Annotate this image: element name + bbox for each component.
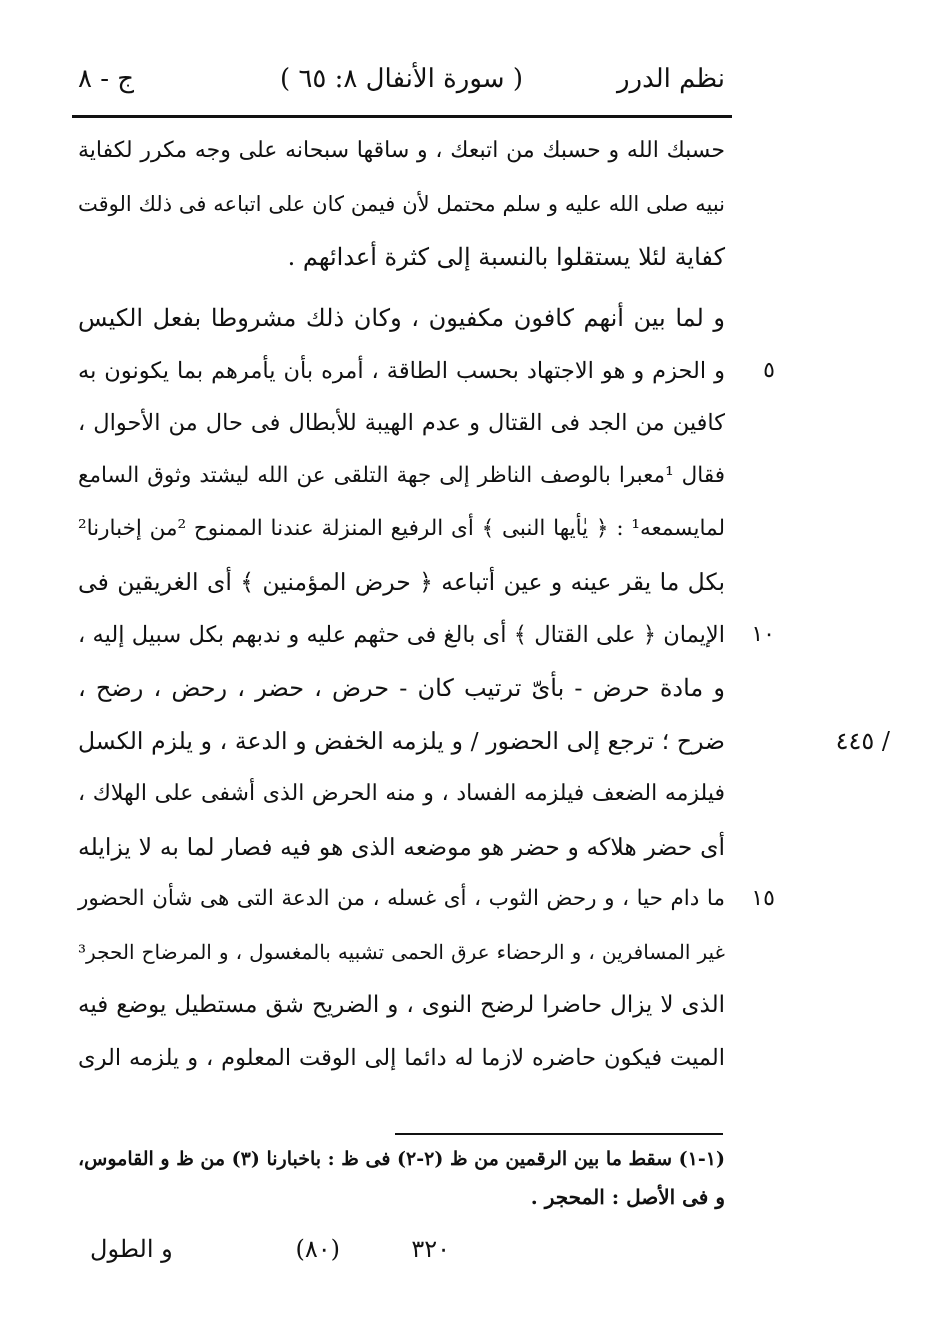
text-line: بكل ما يقر عينه و عين أتباعه ﴿ حرض المؤمنين ﴾ أى الغريقين فى — [78, 568, 725, 597]
line-number: ١٥ — [751, 886, 775, 912]
text-line: الميت فيكون حاضره لازما له دائما إلى الوقت المعلوم ، و يلزمه الرى — [78, 1045, 725, 1072]
text-line: نبيه صلى الله عليه و سلم محتمل لأن فيمن كان على اتباعه فى ذلك الوقت — [78, 191, 725, 216]
text-line: الذى لا يزال حاضرا لرضح النوى ، و الضريح شق مستطيل يوضع فيه — [78, 992, 725, 1019]
text-line: كفاية لئلا يستقلوا بالنسبة إلى كثرة أعدائهم . — [287, 242, 725, 271]
volume-number: ج - ٨ — [78, 64, 135, 94]
text-line: حسبك الله و حسبك من اتبعك ، و ساقها سبحانه على وجه مكرر لكفاية — [78, 138, 725, 163]
text-line: ١٥ ما دام حيا ، و رحض الثوب ، أى غسله ، من الدعة التى هى شأن الحضور — [78, 873, 725, 926]
signature-mark: (٨٠) — [295, 1235, 340, 1263]
text-line: و مادة حرض - بأىّ ترتيب كان - حرض ، حضر ، رحض ، رضح ، — [78, 673, 725, 702]
text-line: لمايسمعه¹ : ﴿ يٰأيها النبى ﴾ أى الرفيع المنزلة عندنا الممنوح ²من إخبارنا² — [78, 516, 725, 542]
text-line: ٥ و الحزم و هو الاجتهاد بحسب الطاقة ، أمره بأن يأمرهم بما يكونون به — [78, 345, 725, 398]
text-line: ١٠ الإيمان ﴿ على القتال ﴾ أى بالغ فى حثهم عليه و ندبهم بكل سبيل إليه ، — [78, 609, 725, 662]
book-title: نظم الدرر — [616, 64, 725, 94]
surah-reference: ( سورة الأنفال ٨: ٦٥ ) — [280, 64, 523, 94]
text-line: فقال ¹معبرا بالوصف الناظر إلى جهة التلقى عن الله ليشتد وثوق السامع — [78, 463, 725, 489]
footnote-rule — [395, 1133, 723, 1135]
footnotes — [78, 1140, 725, 1216]
page-footer — [90, 1232, 450, 1272]
manuscript-folio-marker: ٤٤٥ / — [835, 726, 890, 755]
text-line: أى حضر هلاكه و حضر هو موضعه الذى هو فيه فصار لما به لا يزايله — [78, 832, 725, 861]
text-line: كافين من الجد فى القتال و عدم الهيبة للأبطال فى حال من الأحوال ، — [78, 410, 725, 437]
text-line: غير المسافرين ، و الرحضاء عرق الحمى تشبيه بالمغسول ، و المرضاح الحجر³ — [78, 940, 725, 965]
running-header — [78, 62, 725, 102]
body-text — [78, 125, 890, 1085]
line-number: ١٠ — [751, 622, 775, 648]
footnote-line: و فى الأصل : المحجر . — [530, 1185, 725, 1209]
text-line: و لما بين أنهم كافون مكفيون ، وكان ذلك مشروطا بفعل الكيس — [78, 303, 725, 332]
header-rule — [72, 115, 732, 118]
text-line: ٤٤٥ / ضرح ؛ ترجع إلى الحضور / و يلزمه الخفض و الدعة ، و يلزم الكسل — [78, 715, 725, 768]
catchword: و الطول — [90, 1235, 173, 1263]
line-number: ٥ — [763, 357, 775, 383]
footnote-line: (١-١) سقط ما بين الرقمين من ظ (٢-٢) فى ظ : باخبارنا (٣) من ظ و القاموس، — [78, 1148, 725, 1170]
page-number: ٣٢٠ — [411, 1235, 450, 1263]
text-line: فيلزمه الضعف فيلزمه الفساد ، و منه الحرض الذى أشفى على الهلاك ، — [78, 780, 725, 806]
